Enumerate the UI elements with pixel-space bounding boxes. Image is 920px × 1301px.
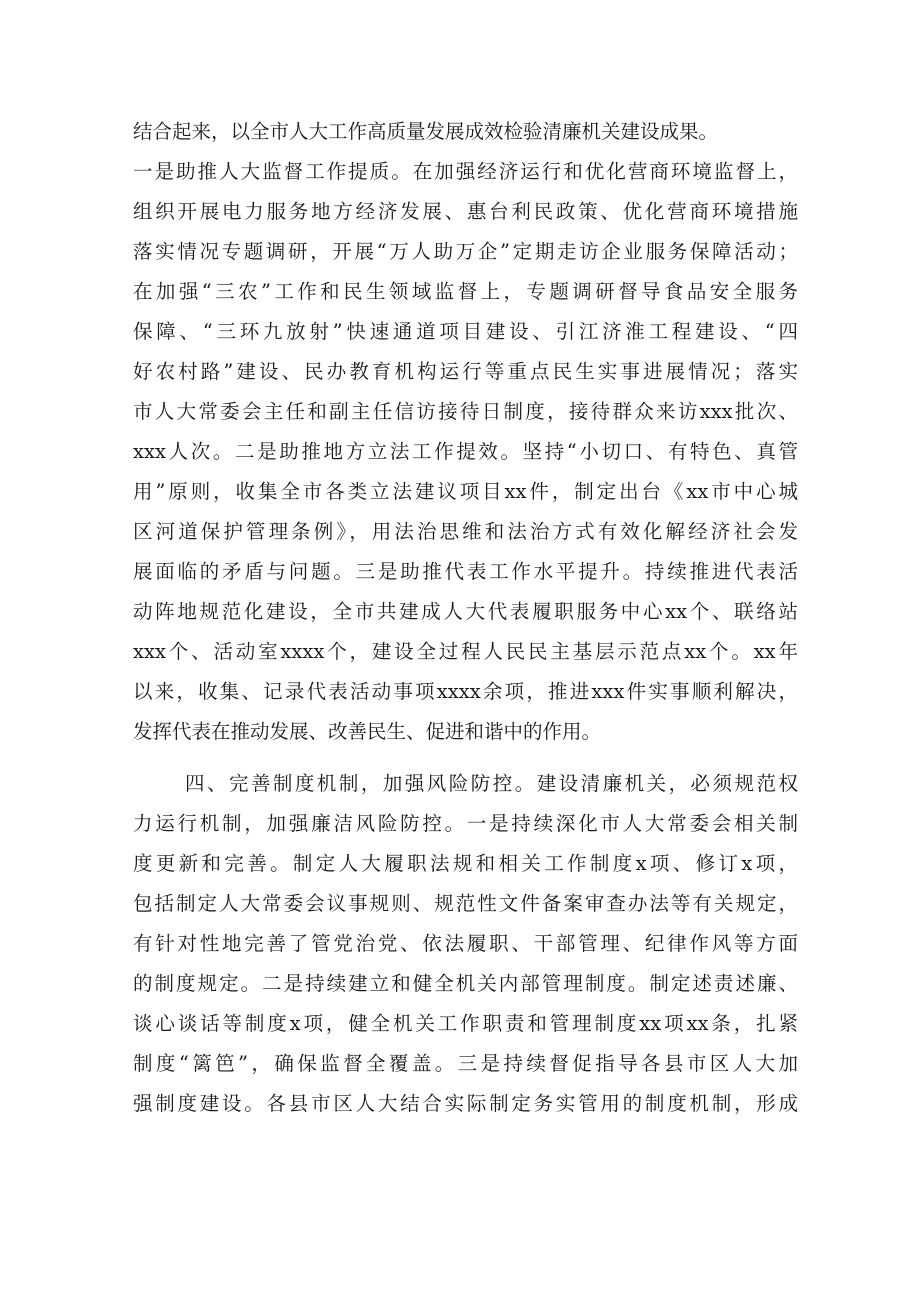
text-line: 在加强“三农”工作和民生领域监督上，专题调研督导食品安全服务 <box>133 280 798 303</box>
text-line: 有针对性地完善了管党治党、依法履职、干部管理、纪律作风等方面 <box>133 932 798 955</box>
text-line: 用”原则，收集全市各类立法建议项目xx件，制定出台《xx市中心城 <box>133 480 798 503</box>
text-line: 谈心谈话等制度x项，健全机关工作职责和管理制度xx项xx条，扎紧 <box>133 1012 798 1035</box>
text-line: 保障、“三环九放射”快速通道项目建设、引江济淮工程建设、“四 <box>133 320 798 343</box>
body-text <box>133 112 798 1124</box>
text-line: xxx个、活动室xxxx个，建设全过程人民民主基层示范点xx个。xx年 <box>133 640 798 663</box>
text-line: 落实情况专题调研，开展“万人助万企”定期走访企业服务保障活动； <box>133 240 798 263</box>
paragraph-2 <box>133 764 798 1124</box>
text-line: 制度“篱笆”，确保监督全覆盖。三是持续督促指导各县市区人大加 <box>133 1052 798 1075</box>
text-line-indented: 四、完善制度机制，加强风险防控。建设清廉机关，必须规范权 <box>185 772 798 795</box>
text-line: 结合起来，以全市人大工作高质量发展成效检验清廉机关建设成果。 <box>133 120 719 143</box>
text-line: 市人大常委会主任和副主任信访接待日制度，接待群众来访xxx批次、 <box>133 400 798 423</box>
text-line: 展面临的矛盾与问题。三是助推代表工作水平提升。持续推进代表活 <box>133 560 798 583</box>
text-line: 的制度规定。二是持续建立和健全机关内部管理制度。制定述责述廉、 <box>133 972 798 995</box>
text-line: 一是助推人大监督工作提质。在加强经济运行和优化营商环境监督上， <box>133 160 798 183</box>
text-line: 区河道保护管理条例》，用法治思维和法治方式有效化解经济社会发 <box>133 520 798 543</box>
paragraph-1 <box>133 112 798 752</box>
text-line: 好农村路”建设、民办教育机构运行等重点民生实事进展情况；落实 <box>133 360 798 383</box>
text-line: 力运行机制，加强廉洁风险防控。一是持续深化市人大常委会相关制 <box>133 812 798 835</box>
text-line: 以来，收集、记录代表活动事项xxxx余项，推进xxx件实事顺利解决， <box>133 680 798 703</box>
text-line: 包括制定人大常委会议事规则、规范性文件备案审查办法等有关规定， <box>133 892 798 915</box>
text-line: xxx人次。二是助推地方立法工作提效。坚持“小切口、有特色、真管 <box>133 440 798 463</box>
text-line: 强制度建设。各县市区人大结合实际制定务实管用的制度机制，形成 <box>133 1092 798 1115</box>
text-line: 发挥代表在推动发展、改善民生、促进和谐中的作用。 <box>133 720 602 743</box>
text-line: 动阵地规范化建设，全市共建成人大代表履职服务中心xx个、联络站 <box>133 600 798 623</box>
text-line: 度更新和完善。制定人大履职法规和相关工作制度x项、修订x项， <box>133 852 798 875</box>
paragraph-spacer <box>133 752 798 764</box>
text-line: 组织开展电力服务地方经济发展、惠台利民政策、优化营商环境措施 <box>133 200 798 223</box>
